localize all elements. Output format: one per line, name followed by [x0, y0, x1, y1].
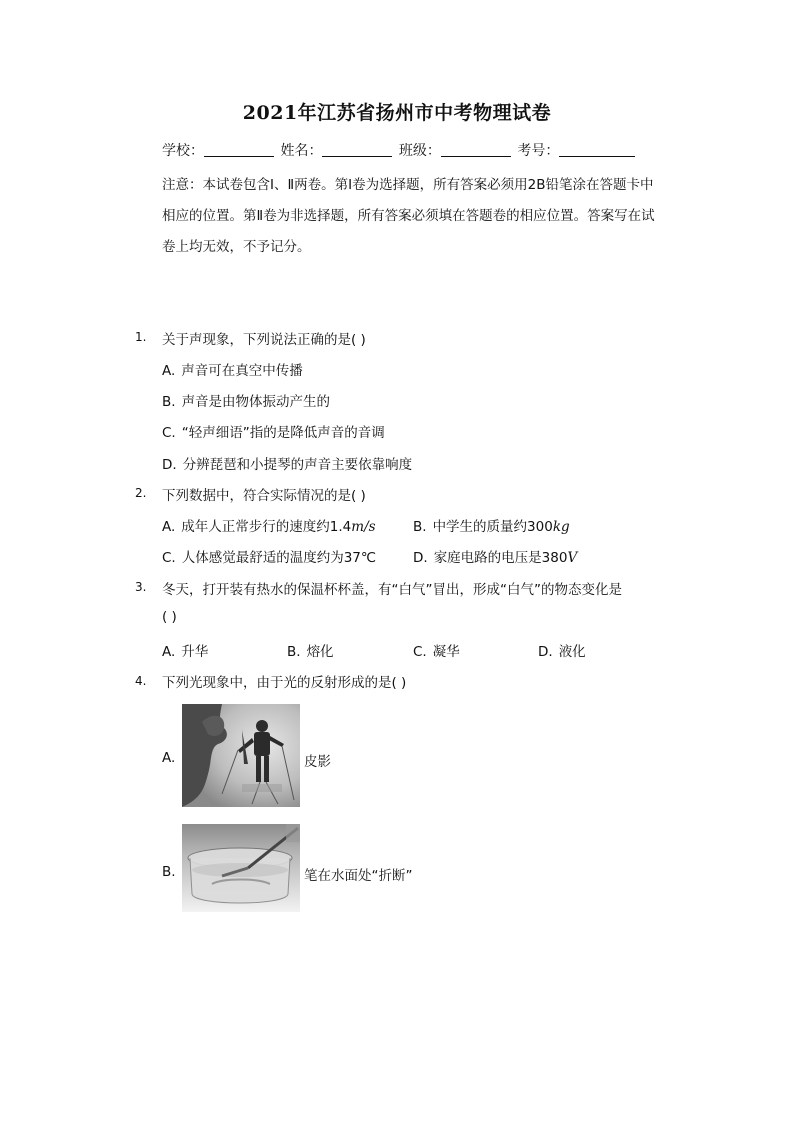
option-letter: C.: [162, 425, 176, 441]
option-unit: V: [567, 550, 578, 566]
school-label: 学校：: [162, 143, 204, 159]
option-d: [162, 453, 412, 473]
option-d: [413, 546, 577, 566]
option-letter: D.: [162, 457, 177, 473]
option-b: [413, 515, 570, 535]
question-text: 关于声现象，下列说法正确的是( ): [162, 332, 366, 348]
option-a: [162, 640, 208, 660]
exam-no-blank: [559, 142, 635, 157]
option-b: [287, 640, 334, 660]
option-letter: A.: [162, 519, 176, 535]
option-b-text: 笔在水面处“折断”: [304, 868, 413, 884]
page-title: 2021年江苏省扬州市中考物理试卷: [242, 102, 552, 124]
option-unit: kg: [552, 519, 570, 535]
option-a-letter: A.: [162, 750, 176, 766]
option-letter: C.: [162, 550, 176, 566]
option-text: 液化: [558, 644, 586, 660]
option-text: 分辨琵琶和小提琴的声音主要依靠响度: [182, 457, 413, 473]
option-letter: D.: [413, 550, 428, 566]
option-c: [413, 640, 460, 660]
option-text: 升华: [181, 644, 209, 660]
option-text: 声音可在真空中传播: [181, 363, 303, 379]
question-number: 4.: [135, 674, 147, 688]
option-c: [162, 421, 385, 441]
option-text: 家庭电路的电压是380: [433, 550, 568, 566]
option-text: 人体感觉最舒适的温度约为37℃: [181, 550, 377, 566]
name-blank: [322, 142, 392, 157]
option-letter: B.: [162, 394, 176, 410]
shadow-puppet-image: [182, 704, 300, 807]
question-number: 2.: [135, 486, 147, 500]
option-letter: A.: [162, 363, 176, 379]
school-blank: [204, 142, 274, 157]
exam-notice: 注意：本试卷包含Ⅰ、Ⅱ两卷。第Ⅰ卷为选择题，所有答案必须用2B铅笔涂在答题卡中相应的位置。第Ⅱ卷为非选择题，所有答案必须填在答题卷的相应位置。答案写在试卷上均无效，不予记分。: [162, 177, 655, 255]
option-text: 声音是由物体振动产生的: [181, 394, 331, 410]
question-number: 1.: [135, 330, 147, 344]
question-text: 下列数据中，符合实际情况的是( ): [162, 488, 366, 504]
class-label: 班级：: [398, 143, 441, 159]
name-label: 姓名：: [280, 143, 323, 159]
pencil-in-water-image: [182, 824, 300, 912]
student-info-row: [162, 140, 637, 160]
question-number: 3.: [135, 580, 147, 594]
option-text: 熔化: [306, 644, 334, 660]
shadow-puppet-photo: [182, 704, 300, 807]
option-a: [162, 359, 303, 379]
question-text: 下列光现象中，由于光的反射形成的是( ): [162, 675, 407, 691]
option-c: [162, 546, 376, 566]
option-text: “轻声细语”指的是降低声音的音调: [181, 425, 385, 441]
option-unit: m/s: [351, 519, 376, 535]
option-text: 凝华: [432, 644, 460, 660]
question-text: 冬天，打开装有热水的保温杯杯盖，有“白气”冒出，形成“白气”的物态变化是: [162, 582, 622, 598]
option-b: [162, 390, 330, 410]
option-letter: B.: [413, 519, 427, 535]
question-text-continued: ( ): [162, 609, 177, 625]
exam-no-label: 考号：: [517, 143, 560, 159]
option-a-text: 皮影: [304, 754, 331, 770]
class-blank: [441, 142, 511, 157]
option-letter: C.: [413, 644, 427, 660]
option-letter: A.: [162, 644, 176, 660]
option-d: [538, 640, 586, 660]
option-text: 中学生的质量约300: [432, 519, 553, 535]
option-letter: D.: [538, 644, 553, 660]
option-b-letter: B.: [162, 864, 176, 880]
pencil-in-water-photo: [182, 824, 300, 912]
option-letter: B.: [287, 644, 301, 660]
option-text: 成年人正常步行的速度约1.4: [181, 519, 352, 535]
option-a: [162, 515, 376, 535]
